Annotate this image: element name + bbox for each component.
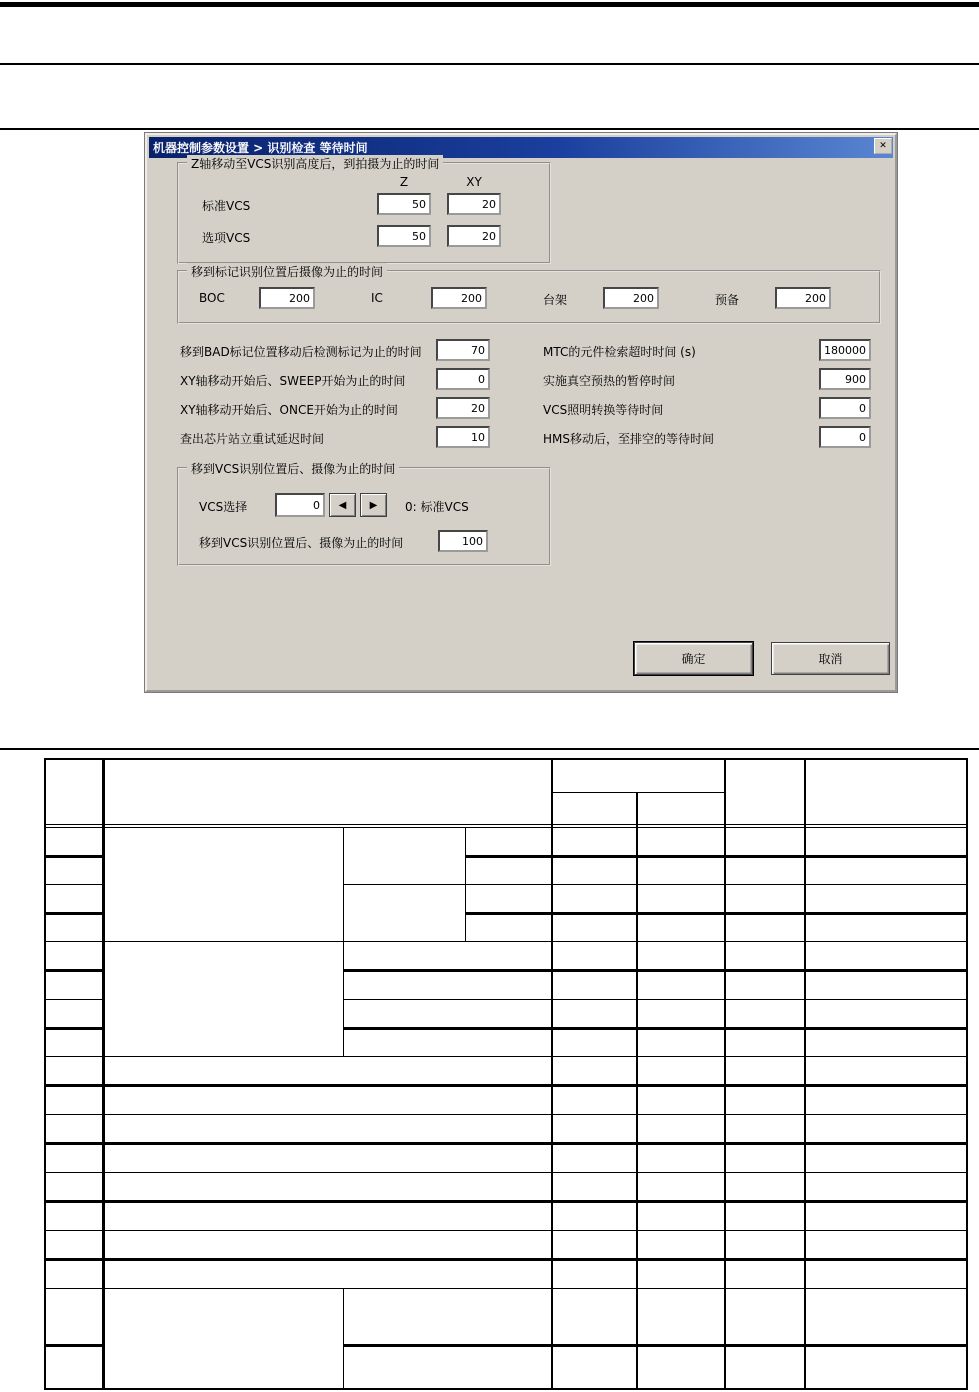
boc-input[interactable] <box>259 287 315 309</box>
spare-input[interactable] <box>775 287 831 309</box>
param-vacuum-input[interactable] <box>819 368 871 390</box>
grid-line <box>44 999 102 1000</box>
param-retry-input[interactable] <box>436 426 490 448</box>
grid-line <box>465 912 968 915</box>
arrow-right-icon: ▶ <box>369 499 378 511</box>
group-z-axis-title: Z轴移动至VCS识别高度后，到拍摄为止的时间 <box>187 155 443 172</box>
grid-line <box>44 1172 968 1173</box>
grid-line <box>44 1084 968 1087</box>
param-once-label: XY轴移动开始后、ONCE开始为止的时间 <box>180 403 398 417</box>
grid-line <box>343 1344 968 1347</box>
grid-line <box>44 758 46 1390</box>
grid-line <box>44 1114 968 1115</box>
standard-vcs-z-input[interactable] <box>377 193 431 215</box>
grid-line <box>465 855 968 858</box>
vcs-select-hint: 0: 标准VCS <box>405 500 469 514</box>
grid-line <box>44 824 968 825</box>
param-bad-mark-label: 移到BAD标记位置移动后检测标记为止的时间 <box>180 345 422 359</box>
vcs-select-prev-button[interactable] <box>329 493 356 517</box>
option-vcs-xy-input[interactable] <box>447 225 501 247</box>
grid-line <box>343 1027 968 1030</box>
cancel-button[interactable]: 取消 <box>771 642 890 675</box>
grid-line <box>44 1056 968 1057</box>
top-bar <box>0 2 979 7</box>
param-mtc-label: MTC的元件检索超时时间 (s) <box>543 345 696 359</box>
grid-line <box>44 855 102 858</box>
grid-line <box>44 1258 968 1261</box>
grid-line <box>44 941 968 942</box>
vcs-time-input[interactable] <box>438 530 488 552</box>
parameter-table-grid <box>44 758 968 1390</box>
param-light-input[interactable] <box>819 397 871 419</box>
column-header-xy: XY <box>466 175 482 189</box>
param-vacuum-label: 实施真空预热的暂停时间 <box>543 374 676 388</box>
close-button[interactable] <box>874 138 892 154</box>
spare-label: 预备 <box>715 293 740 307</box>
grid-line <box>44 912 102 915</box>
header-rule <box>0 63 979 65</box>
ic-label: IC <box>371 291 383 305</box>
param-sweep-label: XY轴移动开始后、SWEEP开始为止的时间 <box>180 374 406 388</box>
grid-line <box>44 1230 968 1231</box>
boc-label: BOC <box>199 291 225 305</box>
grid-line <box>44 1027 102 1030</box>
option-vcs-label: 选项VCS <box>202 231 251 245</box>
arrow-left-icon: ◀ <box>338 499 347 511</box>
tray-label: 台架 <box>543 293 568 307</box>
dialog-title: 机器控制参数设置 > 识别检查 等待时间 <box>153 141 368 155</box>
param-hms-input[interactable] <box>819 426 871 448</box>
vcs-time-label: 移到VCS识别位置后、摄像为止的时间 <box>199 536 404 550</box>
column-header-z: Z <box>399 175 409 189</box>
grid-line <box>551 758 553 1390</box>
grid-line <box>966 758 968 1390</box>
close-icon: ✕ <box>879 141 887 151</box>
param-retry-label: 查出芯片站立重试延迟时间 <box>180 432 325 446</box>
grid-line <box>551 792 724 793</box>
grid-line <box>343 884 968 885</box>
grid-line <box>44 1288 968 1289</box>
param-mtc-input[interactable] <box>819 339 871 361</box>
option-vcs-z-input[interactable] <box>377 225 431 247</box>
grid-line <box>343 1288 344 1390</box>
grid-line <box>44 1142 968 1145</box>
param-sweep-input[interactable] <box>436 368 490 390</box>
grid-line <box>724 758 726 1390</box>
group-vcs-title: 移到VCS识别位置后、摄像为止的时间 <box>187 460 399 477</box>
grid-line <box>44 1200 968 1203</box>
grid-line <box>44 884 102 885</box>
vcs-select-next-button[interactable] <box>360 493 387 517</box>
tray-input[interactable] <box>603 287 659 309</box>
section-rule-upper <box>0 128 979 130</box>
ok-button[interactable]: 确定 <box>634 642 753 675</box>
grid-line <box>343 999 968 1000</box>
grid-line <box>102 758 105 1390</box>
grid-line <box>343 828 344 1056</box>
group-mark-title: 移到标记识别位置后摄像为止的时间 <box>187 263 387 280</box>
param-once-input[interactable] <box>436 397 490 419</box>
grid-line <box>44 1388 968 1390</box>
grid-line <box>804 758 806 1390</box>
grid-line <box>44 1344 102 1347</box>
vcs-select-input[interactable] <box>275 493 325 517</box>
section-rule-lower <box>0 748 979 750</box>
vcs-select-label: VCS选择 <box>199 500 248 514</box>
ic-input[interactable] <box>431 287 487 309</box>
grid-line <box>44 758 968 760</box>
grid-line <box>343 969 968 972</box>
settings-dialog <box>145 133 897 692</box>
standard-vcs-xy-input[interactable] <box>447 193 501 215</box>
standard-vcs-label: 标准VCS <box>202 199 251 213</box>
grid-line <box>44 827 968 828</box>
param-hms-label: HMS移动后，至排空的等待时间 <box>543 432 714 446</box>
grid-line <box>44 969 102 972</box>
param-light-label: VCS照明转换等待时间 <box>543 403 664 417</box>
param-bad-mark-input[interactable] <box>436 339 490 361</box>
grid-line <box>636 792 638 1390</box>
